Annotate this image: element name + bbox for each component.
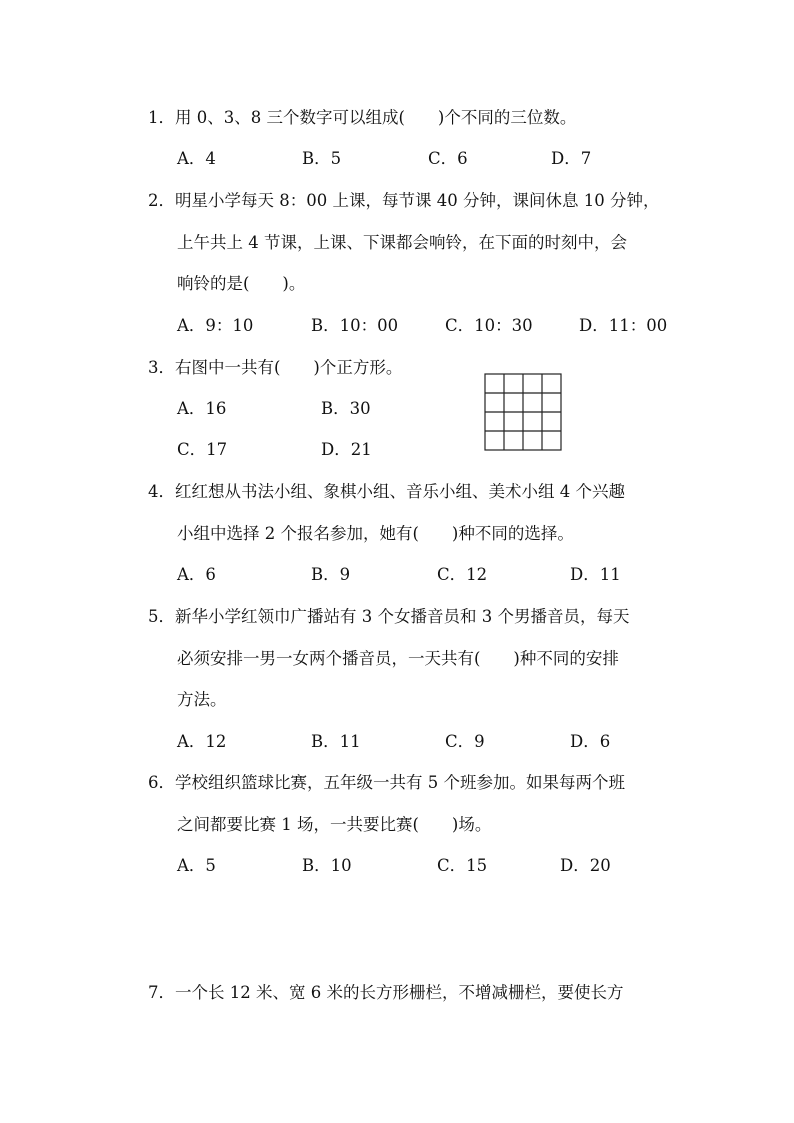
q4-option-c: C．12 [437,565,488,584]
q1-option-a: A．4 [177,149,216,168]
question-7-text-line-1: 7．一个长 12 米、宽 6 米的长方形栅栏，不增减栅栏，要使长方 [148,983,624,1002]
question-5-text-line-2: 必须安排一男一女两个播音员，一天共有( )种不同的安排 [177,649,619,668]
q4-option-a: A．6 [177,565,216,584]
q2-option-c: C．10：30 [445,316,533,335]
question-4-text-line-2: 小组中选择 2 个报名参加，她有( )种不同的选择。 [177,524,574,543]
q6-option-a: A．5 [177,856,216,875]
question-4-text-line-1: 4．红红想从书法小组、象棋小组、音乐小组、美术小组 4 个兴趣 [148,482,625,501]
q1-option-c: C．6 [428,149,468,168]
q4-option-d: D．11 [570,565,621,584]
question-2-text-line-3: 响铃的是( )。 [177,274,306,293]
q4-option-b: B．9 [311,565,351,584]
question-6-text-line-2: 之间都要比赛 1 场，一共要比赛( )场。 [177,815,492,834]
q1-option-b: B．5 [302,149,342,168]
q2-option-d: D．11：00 [579,316,668,335]
q5-option-d: D．6 [570,732,611,751]
q2-option-a: A．9：10 [177,316,254,335]
q2-option-b: B．10：00 [311,316,399,335]
q3-option-a: A．16 [177,399,227,418]
question-3-text: 3．右图中一共有( )个正方形。 [148,358,403,377]
q3-option-b: B．30 [321,399,371,418]
q5-option-a: A．12 [177,732,227,751]
square-grid-svg [484,373,564,453]
q3-option-c: C．17 [177,440,228,459]
q5-option-b: B．11 [311,732,361,751]
q6-option-d: D．20 [560,856,611,875]
question-1-text: 1．用 0、3、8 三个数字可以组成( )个不同的三位数。 [148,108,577,127]
q6-option-c: C．15 [437,856,488,875]
square-grid-figure [484,373,564,457]
q3-option-d: D．21 [321,440,372,459]
question-2-text-line-2: 上午共上 4 节课，上课、下课都会响铃，在下面的时刻中，会 [177,233,627,252]
q5-option-c: C．9 [445,732,485,751]
q1-option-d: D．7 [551,149,592,168]
question-5-text-line-3: 方法。 [177,690,227,709]
question-6-text-line-1: 6．学校组织篮球比赛，五年级一共有 5 个班参加。如果每两个班 [148,773,625,792]
q6-option-b: B．10 [302,856,352,875]
question-2-text-line-1: 2．明星小学每天 8：00 上课，每节课 40 分钟，课间休息 10 分钟， [148,191,660,210]
question-5-text-line-1: 5．新华小学红领巾广播站有 3 个女播音员和 3 个男播音员，每天 [148,607,630,626]
